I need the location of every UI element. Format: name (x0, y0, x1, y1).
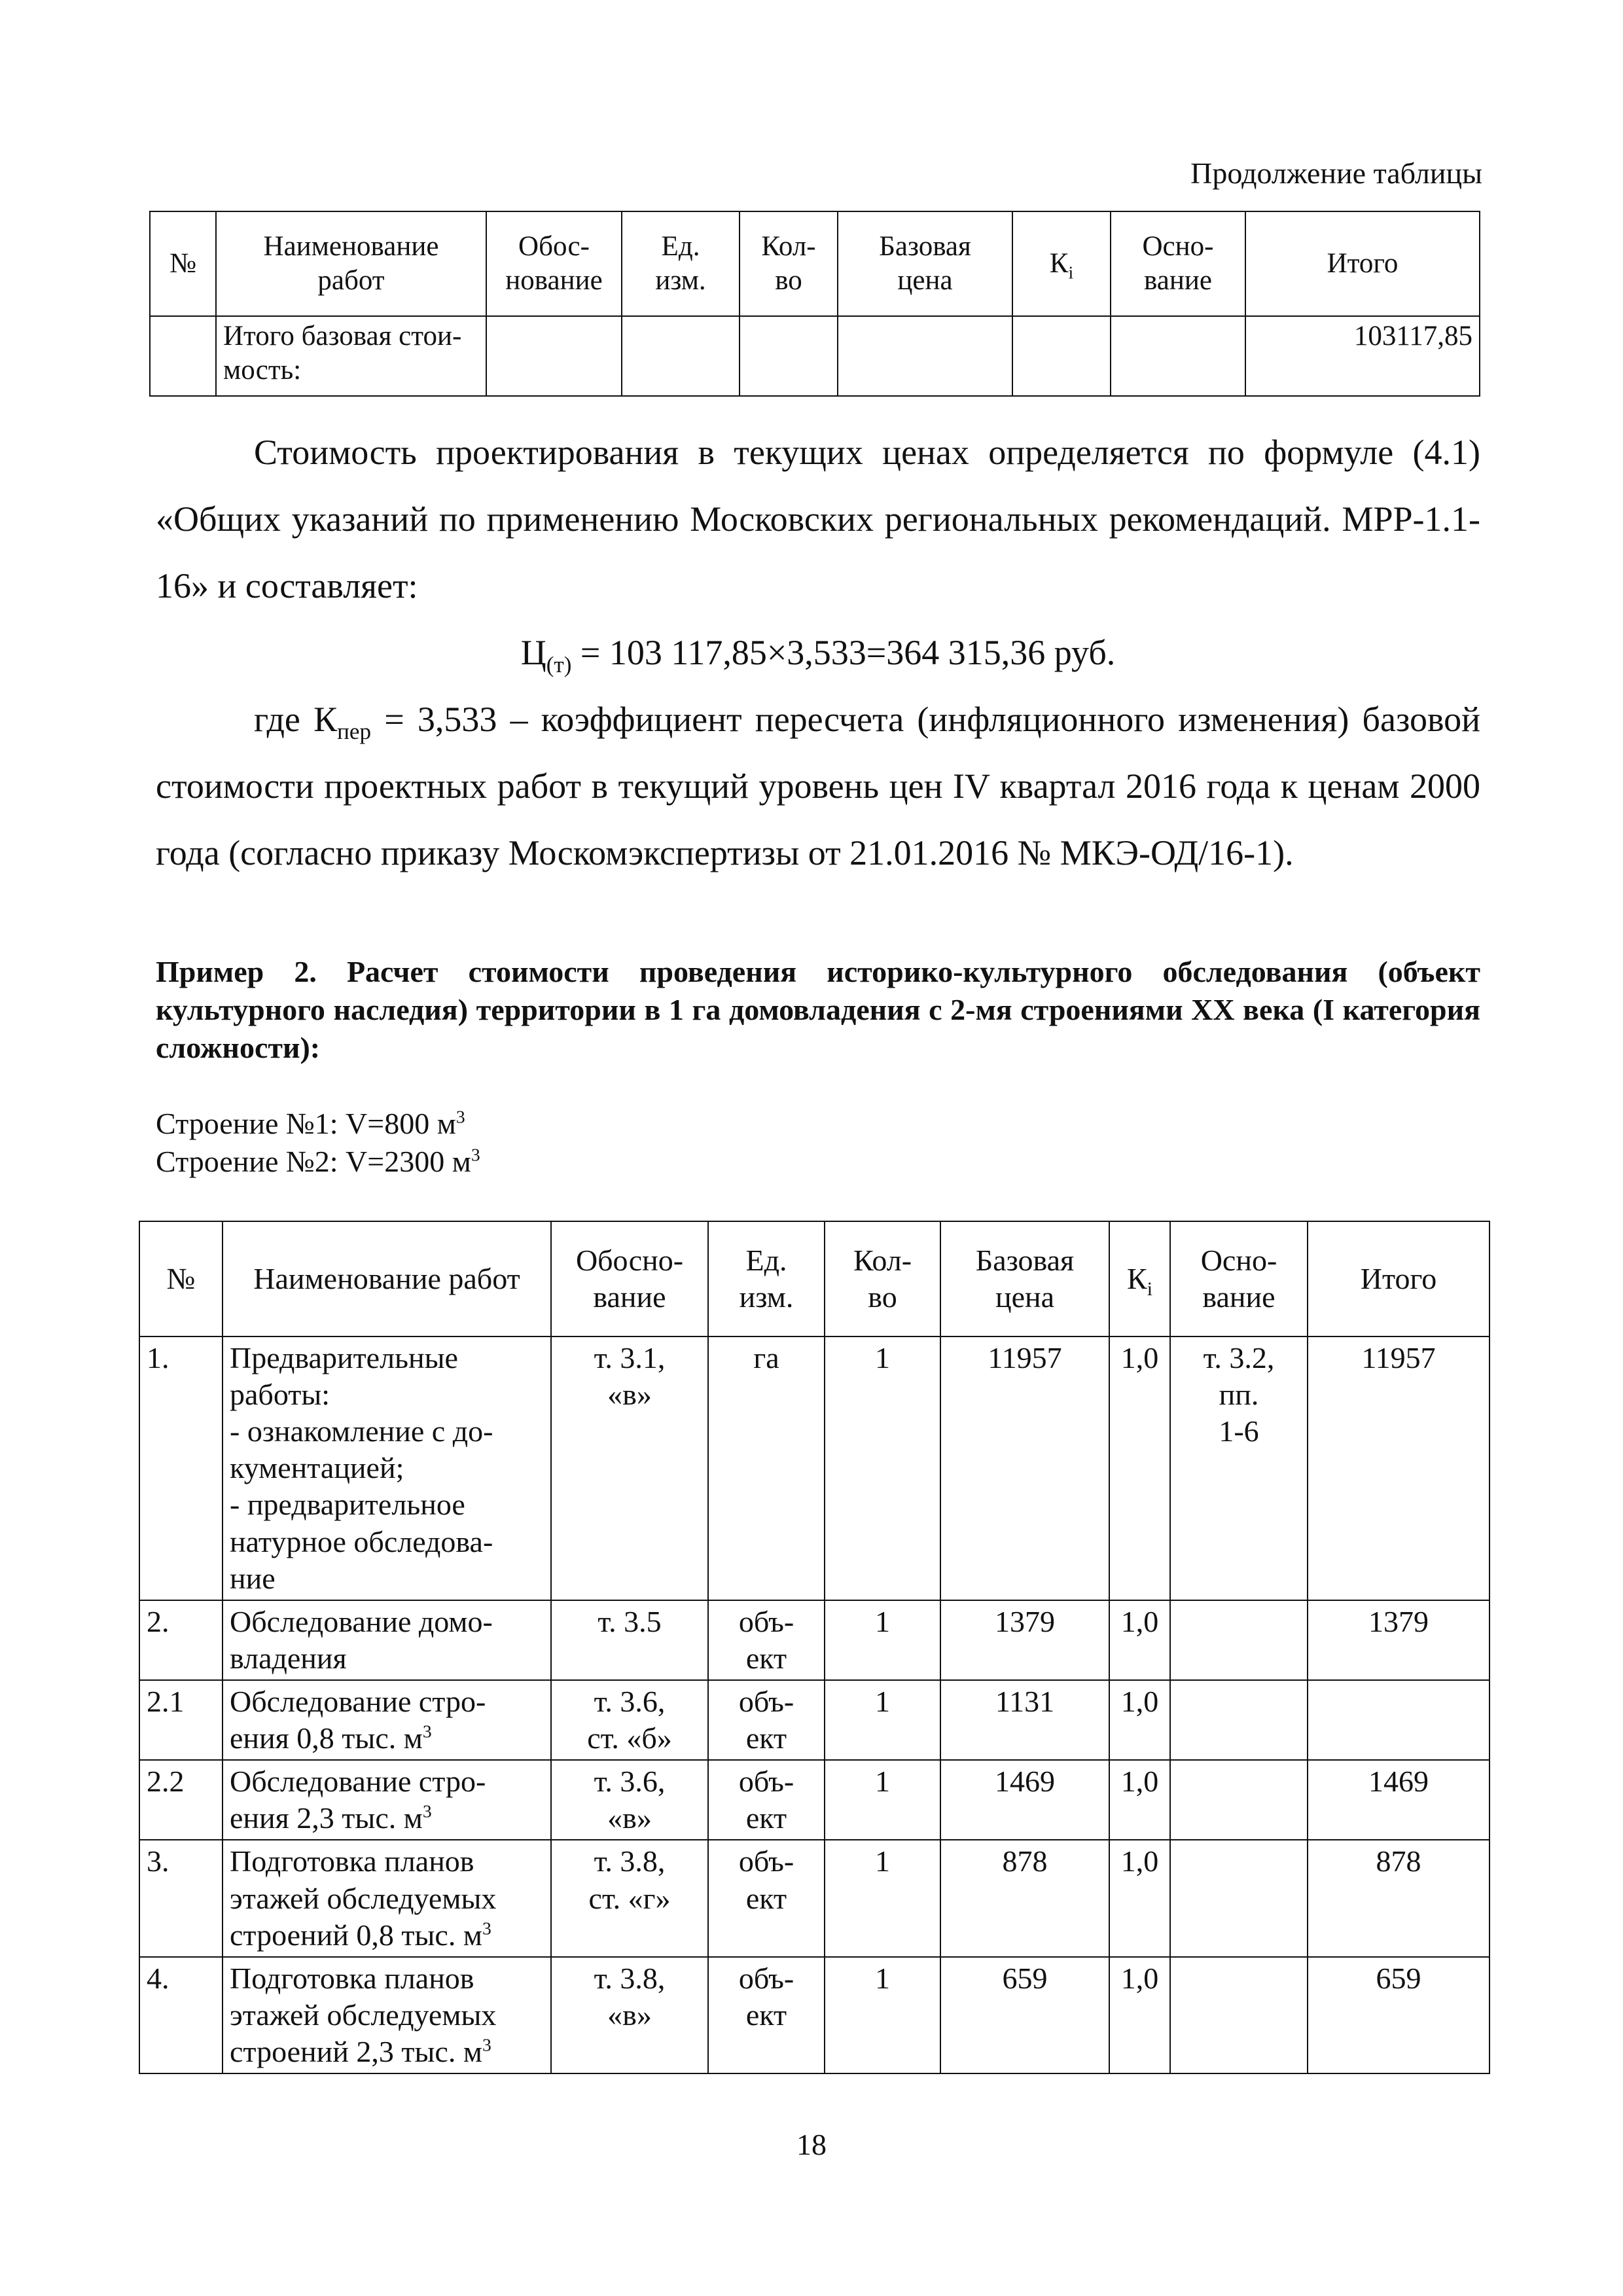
col-header-no: № (139, 1221, 223, 1336)
paragraph-cost-formula-intro: Стоимость проектирования в текущих ценах определяется по формуле (4.1) «Общих указаний по применению Московских региональных рекомендаций. МРР-1.1-16» и составляет: (156, 433, 1480, 605)
row-ground (1170, 1760, 1308, 1840)
row-name: Обследование стро- ения 2,3 тыс. $м^3$ (223, 1760, 551, 1840)
row-unit: объ- ект (708, 1760, 825, 1840)
paragraph-coefficient: где $К_{пер} = 3,533$ – коэффициент пересчета (инфляционного изменения) базовой стоимости проектных работ в текущий уровень цен IV квартал 2016 года к ценам 2000 года (согласно приказу Москомэкспертизы от 21.01.2016 № МКЭ-ОД/16-1). (156, 700, 1480, 872)
row-no: 1. (139, 1336, 223, 1600)
table-continuation-label: Продолжение таблицы (1190, 156, 1482, 190)
row-name: Подготовка планов этажей обследуемых строений 2,3 тыс. $м^3$ (223, 1957, 551, 2073)
col-header-no: № (150, 211, 216, 316)
col-header-name: Наименование работ (223, 1221, 551, 1336)
table-row (139, 1600, 1489, 1680)
row-price: 1131 (940, 1680, 1109, 1760)
row-basis: т. 3.8, ст. «г» (551, 1840, 708, 1956)
col-header-name: Наименование работ (216, 211, 486, 316)
row-qty: 1 (825, 1680, 940, 1760)
row-ground (1170, 1957, 1308, 2073)
row-price: 878 (940, 1840, 1109, 1956)
row-unit: объ- ект (708, 1600, 825, 1680)
row-name: Подготовка планов этажей обследуемых строений 0,8 тыс. $м^3$ (223, 1840, 551, 1956)
row-unit: объ- ект (708, 1840, 825, 1956)
col-header-price: Базовая цена (838, 211, 1012, 316)
table-row (139, 1336, 1489, 1600)
col-header-ground: Осно- вание (1111, 211, 1245, 316)
row-ground (1170, 1600, 1308, 1680)
row-price: 659 (940, 1957, 1109, 2073)
row-name: Обследование домо- владения (223, 1600, 551, 1680)
row-qty: 1 (825, 1840, 940, 1956)
row-basis: т. 3.8, «в» (551, 1957, 708, 2073)
col-header-qty: Кол- во (825, 1221, 940, 1336)
row-k: 1,0 (1109, 1760, 1170, 1840)
col-header-k: $К_i$ (1012, 211, 1111, 316)
row-k: 1,0 (1109, 1600, 1170, 1680)
row-no: 2. (139, 1600, 223, 1680)
example-title: Пример 2. Расчет стоимости проведения историко-культурного обследования (объект культурного наследия) территории в 1 га домовладения с 2-мя строениями XX века (I категория сложности): (156, 955, 1480, 1064)
formula: $Ц_{(т)} = 103$ 117,85×3,533=364 315,36 руб. (520, 633, 1116, 677)
row-total: 1379 (1308, 1600, 1489, 1680)
cost-table-continued (149, 211, 1480, 397)
row-qty: 1 (825, 1600, 940, 1680)
table-row (139, 1840, 1489, 1956)
table-row (139, 1680, 1489, 1760)
table-body (139, 1336, 1489, 2073)
row-qty: 1 (825, 1957, 940, 2073)
row-ground (1170, 1840, 1308, 1956)
page-number: 18 (796, 2128, 827, 2161)
building-1: Строение №1: V=800 $м^3$ (156, 1106, 465, 1140)
row-total: 103117,85 (1245, 316, 1480, 396)
table-row (150, 316, 1480, 396)
survey-cost-table (139, 1221, 1490, 2074)
row-unit: объ- ект (708, 1680, 825, 1760)
row-basis: т. 3.1, «в» (551, 1336, 708, 1600)
col-header-price: Базовая цена (940, 1221, 1109, 1336)
col-header-unit: Ед. изм. (708, 1221, 825, 1336)
row-price: 11957 (940, 1336, 1109, 1600)
row-k: 1,0 (1109, 1957, 1170, 2073)
building-2: Строение №2: V=2300 $м^3$ (156, 1144, 480, 1178)
table-row (139, 1957, 1489, 2073)
row-basis: т. 3.6, ст. «б» (551, 1680, 708, 1760)
table-row (139, 1760, 1489, 1840)
row-name: Предварительные работы: - ознакомление с до- кументацией; - предварительное натурное обследова- ние (223, 1336, 551, 1600)
row-k: 1,0 (1109, 1840, 1170, 1956)
row-k: 1,0 (1109, 1336, 1170, 1600)
row-qty: 1 (825, 1760, 940, 1840)
row-no: 2.2 (139, 1760, 223, 1840)
row-no: 2.1 (139, 1680, 223, 1760)
row-total: 878 (1308, 1840, 1489, 1956)
col-header-ground: Осно- вание (1170, 1221, 1308, 1336)
col-header-basis: Обос- нование (486, 211, 622, 316)
row-no: 3. (139, 1840, 223, 1956)
row-basis: т. 3.5 (551, 1600, 708, 1680)
body-text (156, 419, 1480, 886)
col-header-qty: Кол- во (740, 211, 838, 316)
table-header-row (139, 1221, 1489, 1336)
row-price: 1379 (940, 1600, 1109, 1680)
col-header-basis: Обосно- вание (551, 1221, 708, 1336)
row-ground: т. 3.2, пп. 1-6 (1170, 1336, 1308, 1600)
row-price: 1469 (940, 1760, 1109, 1840)
row-qty: 1 (825, 1336, 940, 1600)
table-header-row (150, 211, 1480, 316)
row-unit: га (708, 1336, 825, 1600)
row-total (1308, 1680, 1489, 1760)
building-volumes (156, 1105, 480, 1181)
row-basis: т. 3.6, «в» (551, 1760, 708, 1840)
row-total: 659 (1308, 1957, 1489, 2073)
col-header-k: $К_i$ (1109, 1221, 1170, 1336)
row-total: 11957 (1308, 1336, 1489, 1600)
row-name: Обследование стро- ения 0,8 тыс. $м^3$ (223, 1680, 551, 1760)
col-header-unit: Ед. изм. (622, 211, 740, 316)
row-k: 1,0 (1109, 1680, 1170, 1760)
row-ground (1170, 1680, 1308, 1760)
row-no: 4. (139, 1957, 223, 2073)
col-header-total: Итого (1245, 211, 1480, 316)
row-total: 1469 (1308, 1760, 1489, 1840)
row-unit: объ- ект (708, 1957, 825, 2073)
row-name: Итого базовая стои- мость: (216, 316, 486, 396)
col-header-total: Итого (1308, 1221, 1489, 1336)
